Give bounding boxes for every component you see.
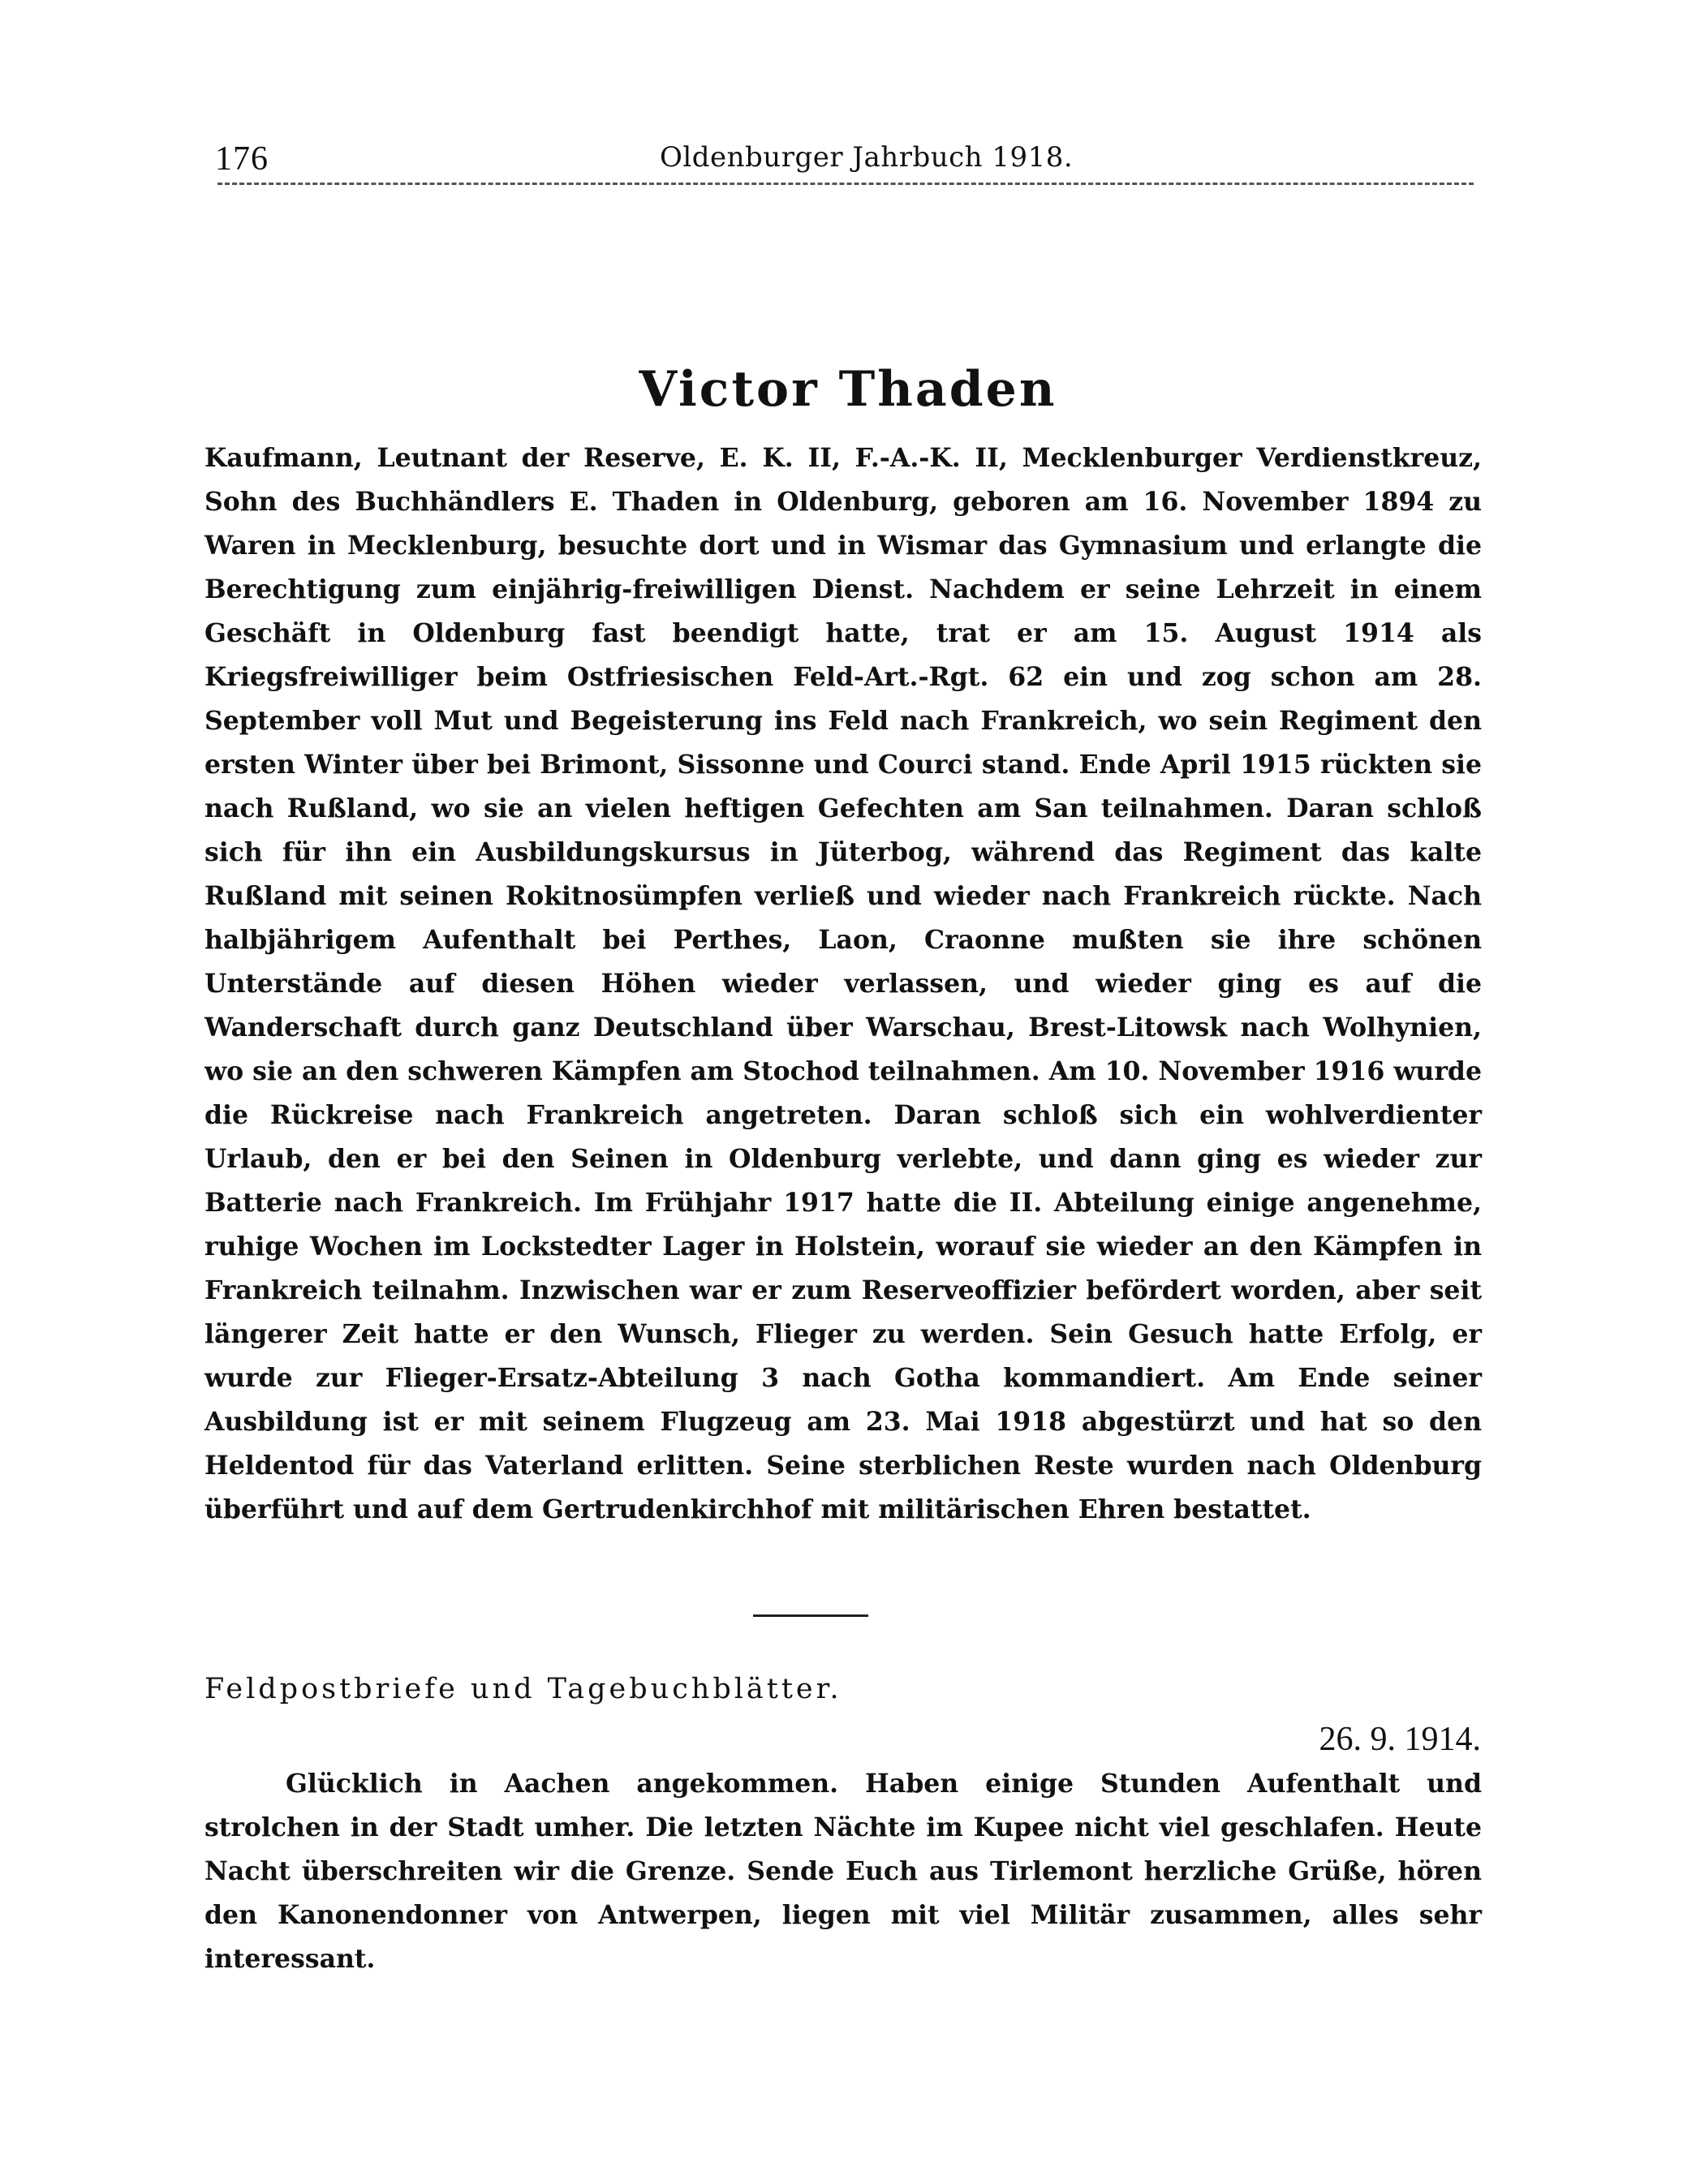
page-header: [215, 140, 1481, 180]
letter-paragraph: Glücklich in Aachen angekommen. Haben einige Stunden Aufenthalt und strolchen in der Stadt umher. Die letzten Nächte im Kupee nicht viel geschlafen. Heute Nacht überschreiten wir die Grenze. Sende Euch aus Tirlemont herzliche Grüße, hören den Kanonendonner von Antwerpen, liegen mit viel Militär zusammen, alles sehr interessant.: [204, 1769, 1482, 1974]
section-heading: Feldpostbriefe und Tagebuchblätter.: [204, 1673, 842, 1705]
section-separator: [753, 1614, 868, 1617]
page-number: 176: [215, 140, 269, 178]
header-rule: [217, 183, 1474, 185]
running-title: Oldenburger Jahrbuch 1918.: [660, 141, 1074, 174]
letter-date: 26. 9. 1914.: [1319, 1721, 1481, 1758]
biography-paragraph: Kaufmann, Leutnant der Reserve, E. K. II, F.-A.-K. II, Mecklenburger Verdienstkreuz, Sohn des Buchhändlers E. Thaden in Oldenburg, geboren am 16. November 1894 zu Waren in Mecklenburg, besuchte dort und in Wismar das Gymnasium und erlangte die Berechtigung zum einjährig-freiwilligen Dienst. Nachdem er seine Lehrzeit in einem Geschäft in Oldenburg fast beendigt hatte, trat er am 15. August 1914 als Kriegsfreiwilliger beim Ostfriesischen Feld-Art.-Rgt. 62 ein und zog schon am 28. September voll Mut und Begeisterung ins Feld nach Frankreich, wo sein Regiment den ersten Winter über bei Brimont, Sissonne und Courci stand. Ende April 1915 rückten sie nach Rußland, wo sie an vielen heftigen Gefechten am San teilnahmen. Daran schloß sich für ihn ein Ausbildungskursus in Jüterbog, während das Regiment das kalte Rußland mit seinen Rokitnosümpfen verließ und wieder nach Frankreich rückte. Nach halbjährigem Aufenthalt bei Perthes, Laon, Craonne mußten sie ihre schönen Unterstände auf diesen Höhen wieder verlassen, und wieder ging es auf die Wanderschaft durch ganz Deutschland über Warschau, Brest-Litowsk nach Wolhynien, wo sie an den schweren Kämpfen am Stochod teilnahmen. Am 10. November 1916 wurde die Rückreise nach Frankreich angetreten. Daran schloß sich ein wohlverdienter Urlaub, den er bei den Seinen in Oldenburg verlebte, und dann ging es wieder zur Batterie nach Frankreich. Im Frühjahr 1917 hatte die II. Abteilung einige angenehme, ruhige Wochen im Lockstedter Lager in Holstein, worauf sie wieder an den Kämpfen in Frankreich teilnahm. Inzwischen war er zum Reserveoffizier befördert worden, aber seit längerer Zeit hatte er den Wunsch, Flieger zu werden. Sein Gesuch hatte Erfolg, er wurde zur Flieger-Ersatz-Abteilung 3 nach Gotha kommandiert. Am Ende seiner Ausbildung ist er mit seinem Flugzeug am 23. Mai 1918 abgestürzt und hat so den Heldentod für das Vaterland erlitten. Seine sterblichen Reste wurden nach Oldenburg überführt und auf dem Gertrudenkirchhof mit militärischen Ehren bestattet.: [204, 443, 1482, 1524]
article-title: Victor Thaden: [639, 361, 1057, 418]
